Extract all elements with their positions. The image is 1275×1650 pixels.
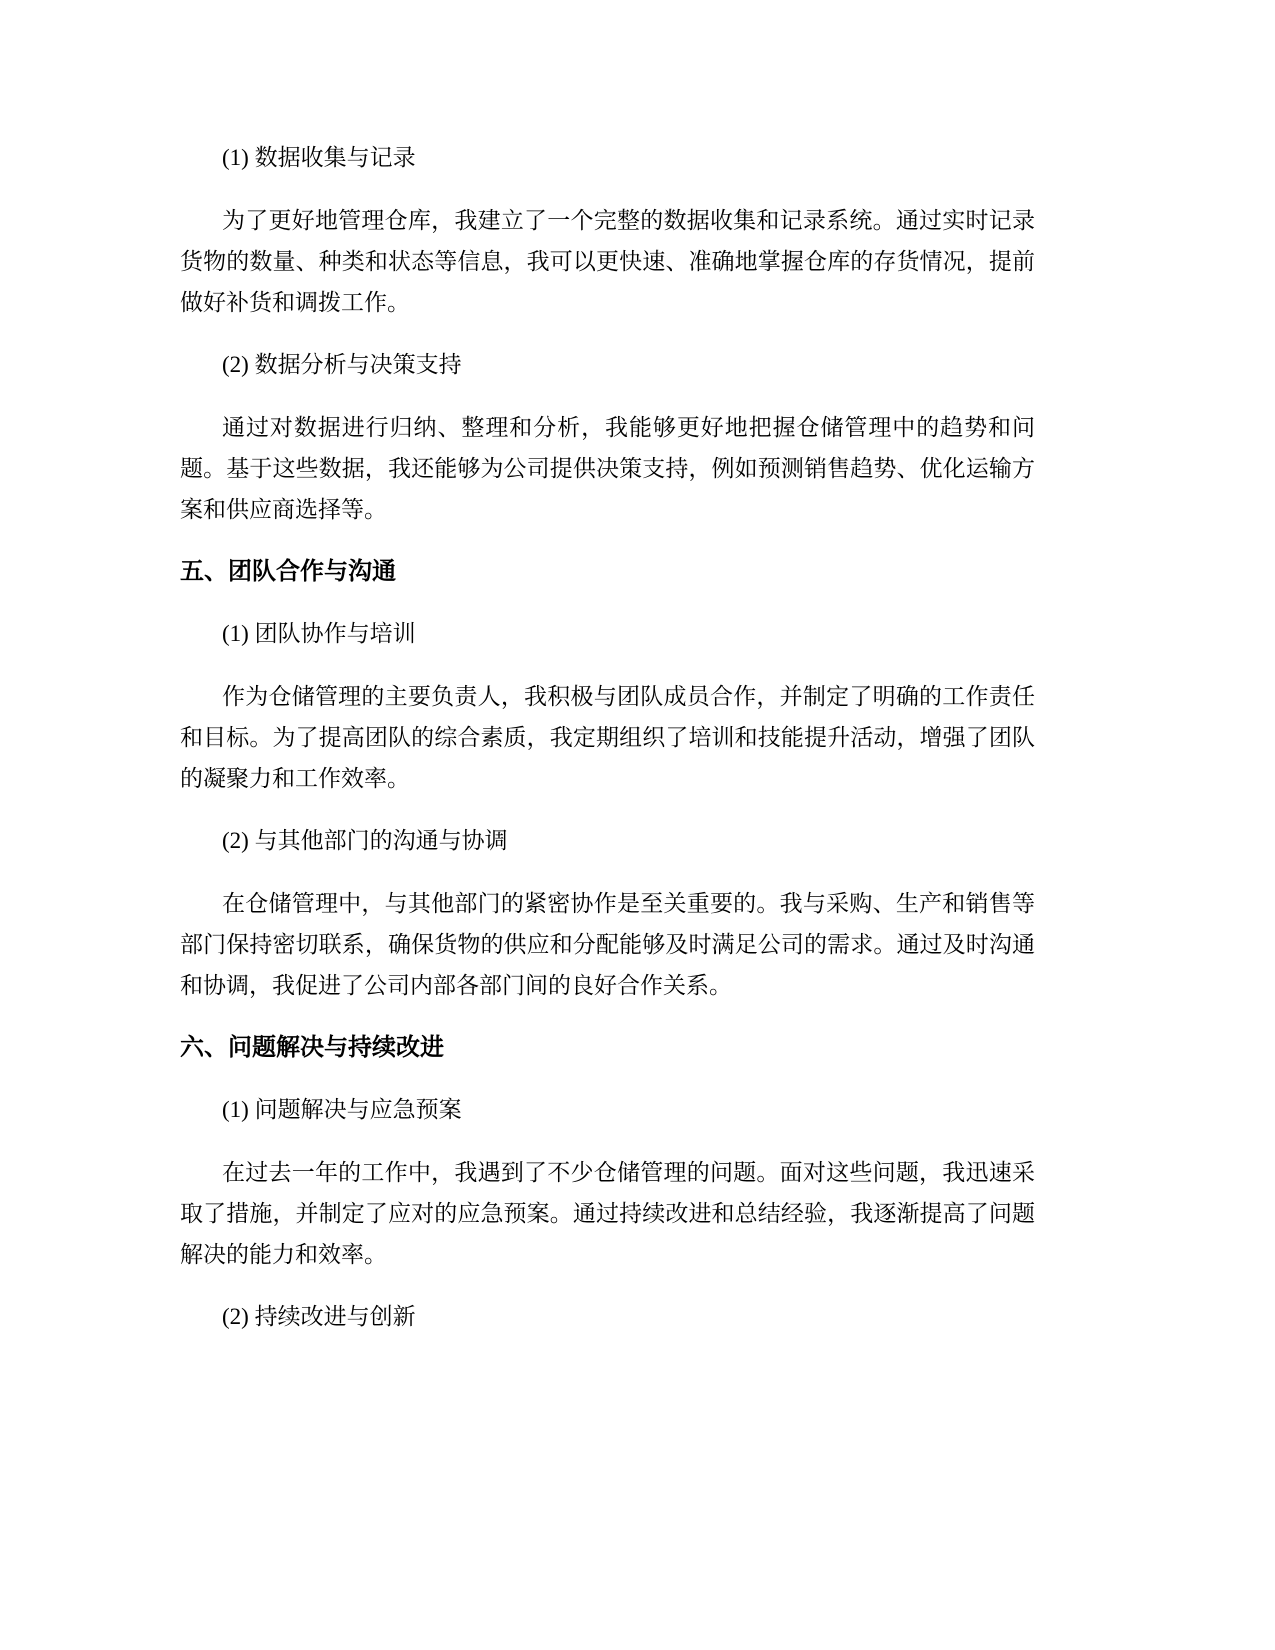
document-body	[180, 138, 1035, 1359]
subheading-continuous-improvement: (2) 持续改进与创新	[222, 1304, 416, 1329]
paragraph-data-analysis: 通过对数据进行归纳、整理和分析，我能够更好地把握仓储管理中的趋势和问题。基于这些数据，我还能够为公司提供决策支持，例如预测销售趋势、优化运输方案和供应商选择等。	[180, 415, 1035, 522]
subheading-team-training: (1) 团队协作与培训	[222, 621, 416, 646]
subheading-cross-department: (2) 与其他部门的沟通与协调	[222, 828, 508, 853]
subheading-data-collection: (1) 数据收集与记录	[222, 145, 416, 170]
subheading-data-analysis: (2) 数据分析与决策支持	[222, 352, 462, 377]
paragraph-cross-department: 在仓储管理中，与其他部门的紧密协作是至关重要的。我与采购、生产和销售等部门保持密切联系，确保货物的供应和分配能够及时满足公司的需求。通过及时沟通和协调，我促进了公司内部各部门间的良好合作关系。	[180, 891, 1035, 998]
paragraph-team-training: 作为仓储管理的主要负责人，我积极与团队成员合作，并制定了明确的工作责任和目标。为了提高团队的综合素质，我定期组织了培训和技能提升活动，增强了团队的凝聚力和工作效率。	[180, 684, 1035, 791]
paragraph-data-collection: 为了更好地管理仓库，我建立了一个完整的数据收集和记录系统。通过实时记录货物的数量、种类和状态等信息，我可以更快速、准确地掌握仓库的存货情况，提前做好补货和调拨工作。	[180, 208, 1035, 315]
subheading-emergency-plan: (1) 问题解决与应急预案	[222, 1097, 462, 1122]
section-heading-problem-solving: 六、问题解决与持续改进	[180, 1034, 444, 1061]
paragraph-emergency-plan: 在过去一年的工作中，我遇到了不少仓储管理的问题。面对这些问题，我迅速采取了措施，并制定了应对的应急预案。通过持续改进和总结经验，我逐渐提高了问题解决的能力和效率。	[180, 1160, 1035, 1267]
section-heading-teamwork: 五、团队合作与沟通	[180, 558, 396, 585]
